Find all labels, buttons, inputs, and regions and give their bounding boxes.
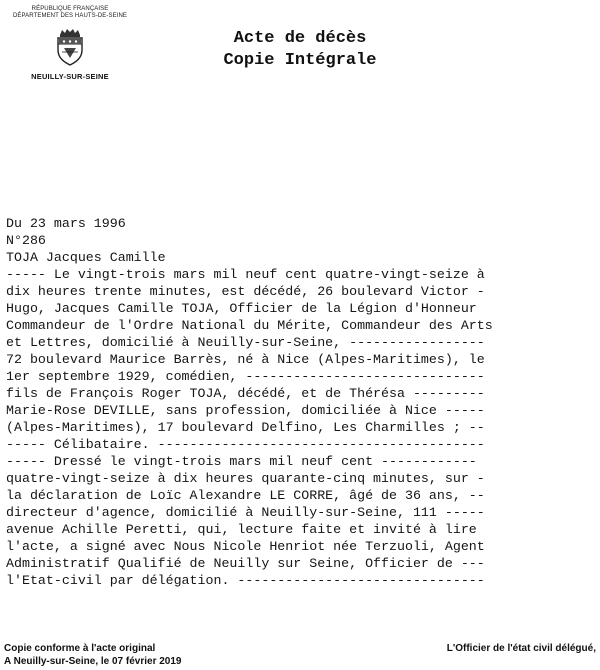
record-body — [6, 215, 596, 589]
coat-of-arms-icon — [54, 28, 86, 66]
certification-footer — [4, 642, 182, 668]
record-line: directeur d'agence, domicilié à Neuilly-sur-Seine, 111 ----- — [6, 505, 485, 520]
record-line: dix heures trente minutes, est décédé, 26 boulevard Victor - — [6, 284, 485, 299]
certification-line-2: A Neuilly-sur-Seine, le 07 février 2019 — [4, 656, 182, 667]
record-line: l'Etat-civil par délégation. ------------------------------- — [6, 573, 485, 588]
record-line: (Alpes-Maritimes), 17 boulevard Delfino, Les Charmilles ; -- — [6, 420, 485, 435]
republic-line-2: DÉPARTEMENT DES HAUTS-DE-SEINE — [12, 13, 128, 19]
record-line: Marie-Rose DEVILLE, sans profession, domiciliée à Nice ----- — [6, 403, 485, 418]
document-title — [150, 28, 450, 72]
record-line: et Lettres, domicilié à Neuilly-sur-Seine, ----------------- — [6, 335, 485, 350]
record-line: ----- Le vingt-trois mars mil neuf cent quatre-vingt-seize à — [6, 267, 485, 282]
city-name: NEUILLY-SUR-SEINE — [31, 72, 109, 81]
record-line: ----- Célibataire. ----------------------------------------- — [6, 437, 485, 452]
record-line: avenue Achille Peretti, qui, lecture faite et invité à lire — [6, 522, 477, 537]
record-line: Commandeur de l'Ordre National du Mérite, Commandeur des Arts — [6, 318, 493, 333]
record-line: Administratif Qualifié de Neuilly sur Seine, Officier de --- — [6, 556, 485, 571]
officer-signature-label — [447, 642, 596, 655]
record-number: N°286 — [6, 233, 46, 248]
officer-line-1: L'Officier de l'état civil délégué, — [446, 643, 596, 654]
record-date: Du 23 mars 1996 — [6, 216, 126, 231]
record-line: 1er septembre 1929, comédien, ------------------------------ — [6, 369, 485, 384]
title-line-1: Acte de décès — [233, 29, 367, 48]
record-line: Hugo, Jacques Camille TOJA, Officier de la Légion d'Honneur — [6, 301, 477, 316]
record-line: fils de François Roger TOJA, décédé, et de Thérésa --------- — [6, 386, 485, 401]
record-line: ----- Dressé le vingt-trois mars mil neuf cent ------------ — [6, 454, 477, 469]
record-line: l'acte, a signé avec Nous Nicole Henriot née Terzuoli, Agent — [6, 539, 485, 554]
record-line: la déclaration de Loïc Alexandre LE CORRE, âgé de 36 ans, -- — [6, 488, 485, 503]
republic-line-1: RÉPUBLIQUE FRANÇAISE — [31, 6, 109, 12]
issuer-header — [0, 6, 140, 81]
record-line: quatre-vingt-seize à dix heures quarante-cinq minutes, sur - — [6, 471, 485, 486]
title-line-2: Copie Intégrale — [223, 51, 377, 70]
record-name: TOJA Jacques Camille — [6, 250, 166, 265]
certification-line-1: Copie conforme à l'acte original — [4, 643, 156, 654]
record-line: 72 boulevard Maurice Barrès, né à Nice (Alpes-Maritimes), le — [6, 352, 485, 367]
